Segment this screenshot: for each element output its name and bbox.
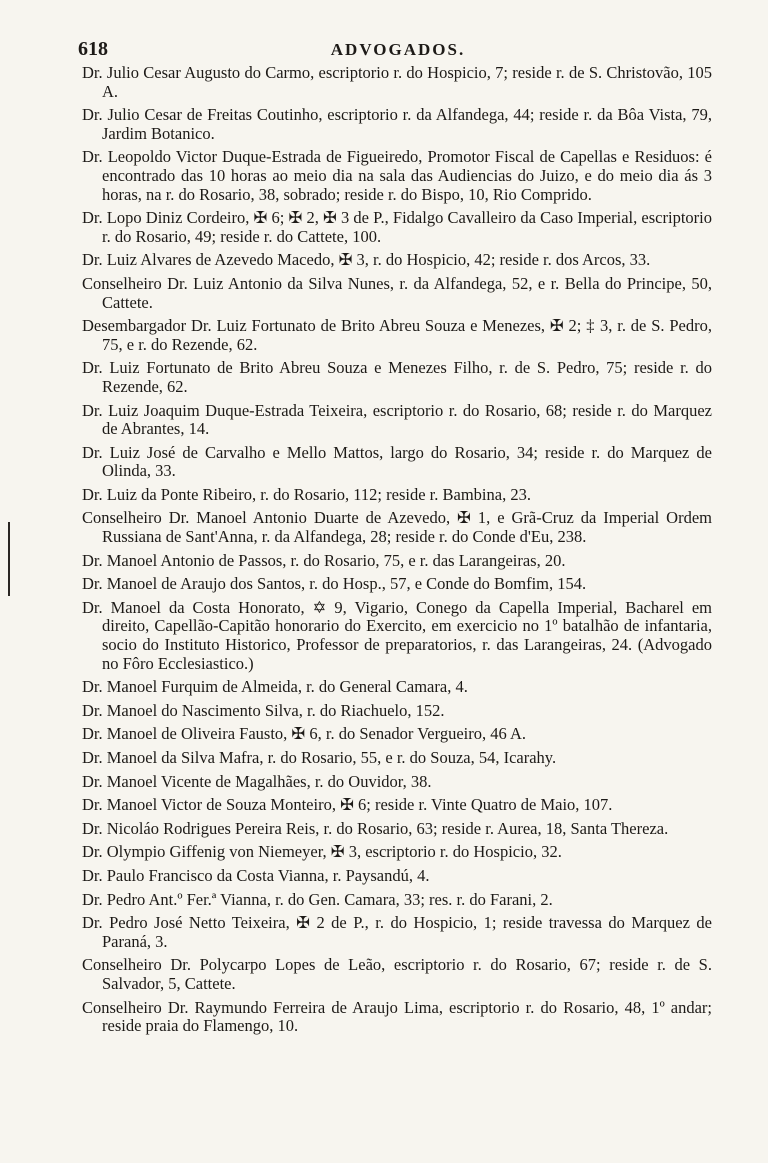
list-item: Dr. Pedro Ant.º Fer.ª Vianna, r. do Gen. Camara, 33; res. r. do Farani, 2.: [82, 889, 553, 909]
list-item: Conselheiro Dr. Raymundo Ferreira de Araujo Lima, escriptorio r. do Rosario, 48, 1º andar; reside praia do Flamengo, 10.: [82, 997, 712, 1036]
list-item: Dr. Olympio Giffenig von Niemeyer, ✠ 3, escriptorio r. do Hospicio, 32.: [82, 842, 562, 862]
list-item: Dr. Manoel de Oliveira Fausto, ✠ 6, r. do Senador Vergueiro, 46 A.: [82, 724, 526, 744]
list-item: Dr. Luiz Alvares de Azevedo Macedo, ✠ 3, r. do Hospicio, 42; reside r. dos Arcos, 33.: [82, 250, 651, 270]
list-item: Dr. Luiz da Ponte Ribeiro, r. do Rosario, 112; reside r. Bambina, 23.: [82, 484, 531, 504]
page-number: 618: [78, 38, 108, 60]
list-item: Dr. Manoel da Silva Mafra, r. do Rosario, 55, e r. do Souza, 54, Icarahy.: [82, 748, 557, 767]
list-item: Dr. Manoel da Costa Honorato, ✡ 9, Vigario, Conego da Capella Imperial, Bacharel em direito, Capellão-Capitão honorario do Exercito, em exercicio no 1º batalhão de infantaria, socio do Instituto Historico, Professor de preparatorios, r. das Larangeiras, 24. (Advogado no Fôro Ecclesiastico.): [82, 597, 712, 673]
list-item: Dr. Luiz Fortunato de Brito Abreu Souza e Menezes Filho, r. de S. Pedro, 75; reside r. do Rezende, 62.: [82, 358, 712, 396]
lawyer-list: [82, 64, 712, 1041]
list-item: Dr. Manoel de Araujo dos Santos, r. do Hosp., 57, e Conde do Bomfim, 154.: [82, 574, 587, 594]
list-item: Dr. Julio Cesar Augusto do Carmo, escriptorio r. do Hospicio, 7; reside r. de S. Christovão, 105 A.: [82, 63, 712, 101]
margin-mark: [8, 522, 10, 596]
list-item: Dr. Paulo Francisco da Costa Vianna, r. Paysandú, 4.: [82, 865, 430, 885]
list-item: Dr. Manoel do Nascimento Silva, r. do Riachuelo, 152.: [82, 700, 445, 720]
list-item: Dr. Luiz Joaquim Duque-Estrada Teixeira, escriptorio r. do Rosario, 68; reside r. do Marquez de Abrantes, 14.: [82, 400, 712, 439]
list-item: Dr. Manoel Furquim de Almeida, r. do General Camara, 4.: [82, 677, 468, 697]
list-item: Conselheiro Dr. Luiz Antonio da Silva Nunes, r. da Alfandega, 52, e r. Bella do Principe, 50, Cattete.: [82, 273, 712, 312]
list-item: Dr. Leopoldo Victor Duque-Estrada de Figueiredo, Promotor Fiscal de Capellas e Residuos: é encontrado das 10 horas ao meio dia na sala das Audiencias do Juizo, e do meio dia ás 3 horas, na r. do Rosario, 38, sobrado; reside r. do Bispo, 10, Rio Comprido.: [82, 147, 712, 204]
list-item: Dr. Pedro José Netto Teixeira, ✠ 2 de P., r. do Hospicio, 1; reside travessa do Marquez de Paraná, 3.: [82, 913, 712, 951]
list-item: Dr. Lopo Diniz Cordeiro, ✠ 6; ✠ 2, ✠ 3 de P., Fidalgo Cavalleiro da Caso Imperial, escriptorio r. do Rosario, 49; reside r. do Cattete, 100.: [82, 208, 712, 246]
list-item: Dr. Manoel Victor de Souza Monteiro, ✠ 6; reside r. Vinte Quatro de Maio, 107.: [82, 795, 613, 815]
list-item: Dr. Nicoláo Rodrigues Pereira Reis, r. do Rosario, 63; reside r. Aurea, 18, Santa Thereza.: [82, 818, 669, 838]
list-item: Conselheiro Dr. Manoel Antonio Duarte de Azevedo, ✠ 1, e Grã-Cruz da Imperial Ordem Russiana de Sant'Anna, r. da Alfandega, 28; reside r. do Conde d'Eu, 238.: [82, 508, 712, 547]
list-item: Desembargador Dr. Luiz Fortunato de Brito Abreu Souza e Menezes, ✠ 2; ‡ 3, r. de S. Pedro, 75, e r. do Rezende, 62.: [82, 316, 712, 354]
list-item: Conselheiro Dr. Polycarpo Lopes de Leão, escriptorio r. do Rosario, 67; reside r. de S. Salvador, 5, Cattete.: [82, 955, 712, 993]
running-title: ADVOGADOS.: [330, 40, 466, 59]
list-item: Dr. Manoel Antonio de Passos, r. do Rosario, 75, e r. das Larangeiras, 20.: [82, 550, 566, 570]
list-item: Dr. Julio Cesar de Freitas Coutinho, escriptorio r. da Alfandega, 44; reside r. da Bôa Vista, 79, Jardim Botanico.: [82, 105, 712, 143]
page-header: [78, 38, 718, 62]
list-item: Dr. Manoel Vicente de Magalhães, r. do Ouvidor, 38.: [82, 771, 432, 791]
list-item: Dr. Luiz José de Carvalho e Mello Mattos, largo do Rosario, 34; reside r. do Marquez de Olinda, 33.: [82, 442, 712, 481]
